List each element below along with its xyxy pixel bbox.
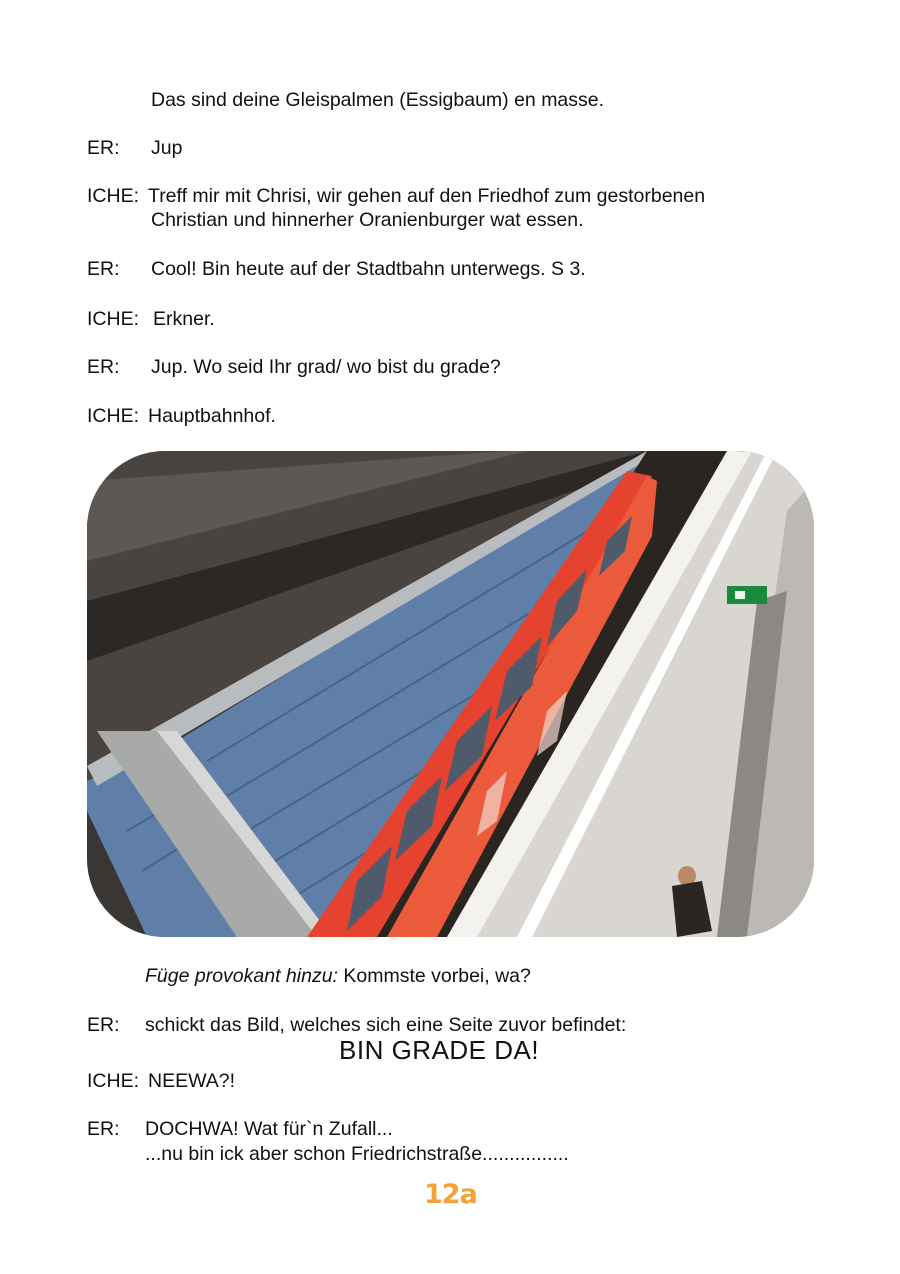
speaker-label: ER: bbox=[87, 356, 120, 378]
speaker-label: ER: bbox=[87, 137, 120, 159]
speaker-label: ICHE: bbox=[87, 1070, 140, 1092]
dialog-line: Hauptbahnhof. bbox=[148, 405, 276, 427]
stage-direction: Füge provokant hinzu: bbox=[145, 965, 338, 987]
dialog-line: Christian und hinnerher Oranienburger wat essen. bbox=[151, 209, 584, 231]
speaker-label: ER: bbox=[87, 258, 120, 280]
dialog-line: Erkner. bbox=[153, 308, 215, 330]
dialog-line: Jup. Wo seid Ihr grad/ wo bist du grade? bbox=[151, 356, 501, 378]
dialog-line: Treff mir mit Chrisi, wir gehen auf den Friedhof zum gestorbenen bbox=[148, 185, 706, 207]
dialog-line: schickt das Bild, welches sich eine Seite zuvor befindet: bbox=[145, 1014, 627, 1036]
speaker-label: ER: bbox=[87, 1118, 120, 1140]
dialog-line: NEEWA?! bbox=[148, 1070, 236, 1092]
dialog-line bbox=[145, 964, 531, 988]
dialog-line: Cool! Bin heute auf der Stadtbahn unterwegs. S 3. bbox=[151, 258, 586, 280]
page-number: 12a bbox=[424, 1179, 477, 1210]
dialog-line: DOCHWA! Wat für`n Zufall... bbox=[145, 1118, 393, 1140]
speaker-label: ER: bbox=[87, 1014, 120, 1036]
dialog-line: Das sind deine Gleispalmen (Essigbaum) en masse. bbox=[151, 89, 605, 111]
dialog-line: ...nu bin ick aber schon Friedrichstraße................ bbox=[145, 1143, 569, 1165]
speaker-label: ICHE: bbox=[87, 308, 140, 330]
train-photo-illustration bbox=[87, 451, 814, 937]
headline: BIN GRADE DA! bbox=[339, 1035, 540, 1065]
dialog-line: Jup bbox=[151, 137, 183, 159]
train-station-photo bbox=[87, 451, 814, 937]
speaker-label: ICHE: bbox=[87, 405, 140, 427]
dialog-text: Kommste vorbei, wa? bbox=[337, 965, 531, 987]
speaker-label: ICHE: bbox=[87, 185, 140, 207]
